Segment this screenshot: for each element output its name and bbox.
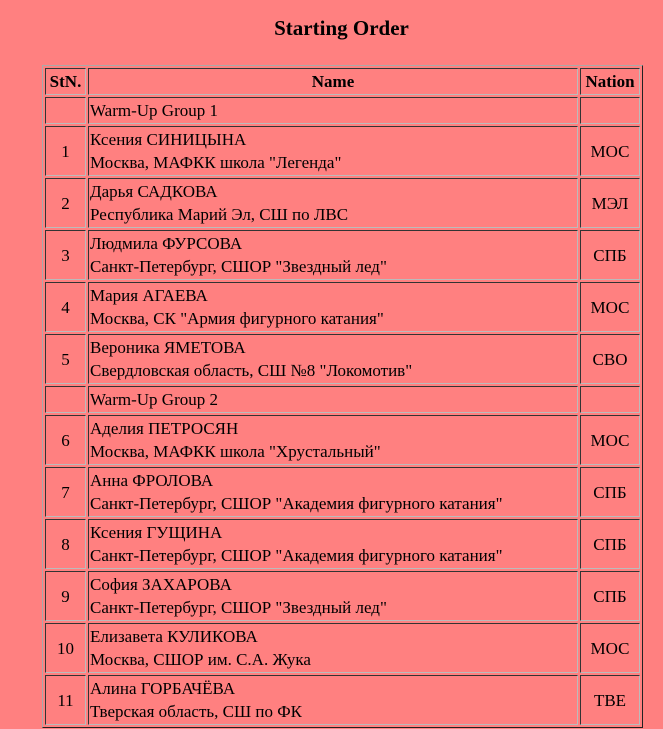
athlete-club: Москва, СК "Армия фигурного катания"	[90, 309, 384, 328]
athlete-nation: СПБ	[580, 230, 640, 280]
table-row	[45, 282, 640, 332]
table-row	[45, 126, 640, 176]
athlete-cell	[88, 467, 578, 517]
table-row	[45, 571, 640, 621]
start-number: 1	[45, 126, 86, 176]
athlete-cell	[88, 334, 578, 384]
athlete-name: Анна ФРОЛОВА	[90, 471, 214, 490]
table-row	[45, 230, 640, 280]
athlete-name: Дарья САДКОВА	[90, 182, 218, 201]
athlete-name: Мария АГАЕВА	[90, 286, 208, 305]
athlete-club: Свердловская область, СШ №8 "Локомотив"	[90, 361, 413, 380]
athlete-name: Ксения ГУЩИНА	[90, 523, 223, 542]
start-number: 2	[45, 178, 86, 228]
group-stn-empty	[45, 386, 86, 413]
athlete-cell	[88, 126, 578, 176]
athlete-cell	[88, 571, 578, 621]
start-number: 5	[45, 334, 86, 384]
athlete-name: Ксения СИНИЦЫНА	[90, 130, 247, 149]
start-number: 3	[45, 230, 86, 280]
athlete-club: Тверская область, СШ по ФК	[90, 702, 303, 721]
warmup-group-label: Warm-Up Group 2	[88, 386, 578, 413]
column-header-nation: Nation	[580, 68, 640, 95]
athlete-cell	[88, 623, 578, 673]
page-title: Starting Order	[274, 16, 409, 40]
table-row	[45, 467, 640, 517]
athlete-club: Москва, МАФКК школа "Хрустальный"	[90, 442, 381, 461]
group-stn-empty	[45, 97, 86, 124]
starting-order-table	[42, 65, 643, 728]
athlete-club: Москва, МАФКК школа "Легенда"	[90, 153, 342, 172]
athlete-cell	[88, 282, 578, 332]
table-row	[45, 623, 640, 673]
athlete-club: Москва, СШОР им. С.А. Жука	[90, 650, 311, 669]
athlete-nation: СПБ	[580, 467, 640, 517]
athlete-nation: МОС	[580, 415, 640, 465]
athlete-name: Елизавета КУЛИКОВА	[90, 627, 258, 646]
athlete-cell	[88, 415, 578, 465]
athlete-nation: МОС	[580, 623, 640, 673]
start-number: 7	[45, 467, 86, 517]
athlete-club: Санкт-Петербург, СШОР "Академия фигурного катания"	[90, 546, 503, 565]
athlete-name: Вероника ЯМЕТОВА	[90, 338, 246, 357]
athlete-name: Аделия ПЕТРОСЯН	[90, 419, 239, 438]
athlete-club: Санкт-Петербург, СШОР "Звездный лед"	[90, 598, 387, 617]
table-row	[45, 519, 640, 569]
athlete-club: Санкт-Петербург, СШОР "Звездный лед"	[90, 257, 387, 276]
start-number: 4	[45, 282, 86, 332]
start-number: 6	[45, 415, 86, 465]
athlete-nation: СПБ	[580, 519, 640, 569]
start-number: 8	[45, 519, 86, 569]
athlete-name: София ЗАХАРОВА	[90, 575, 232, 594]
athlete-cell	[88, 519, 578, 569]
start-number: 11	[45, 675, 86, 725]
athlete-nation: МОС	[580, 126, 640, 176]
athlete-cell	[88, 675, 578, 725]
table-row	[45, 415, 640, 465]
table-row	[45, 334, 640, 384]
column-header-stn: StN.	[45, 68, 86, 95]
athlete-nation: МОС	[580, 282, 640, 332]
warmup-group-label: Warm-Up Group 1	[88, 97, 578, 124]
athlete-cell	[88, 178, 578, 228]
athlete-name: Алина ГОРБАЧЁВА	[90, 679, 236, 698]
athlete-club: Республика Марий Эл, СШ по ЛВС	[90, 205, 349, 224]
table-row	[45, 675, 640, 725]
column-header-name: Name	[88, 68, 578, 95]
group-nation-empty	[580, 386, 640, 413]
warmup-group-row	[45, 386, 640, 413]
athlete-nation: СПБ	[580, 571, 640, 621]
athlete-club: Санкт-Петербург, СШОР "Академия фигурного катания"	[90, 494, 503, 513]
athlete-nation: МЭЛ	[580, 178, 640, 228]
athlete-cell	[88, 230, 578, 280]
start-number: 10	[45, 623, 86, 673]
table-row	[45, 178, 640, 228]
athlete-nation: ТВЕ	[580, 675, 640, 725]
warmup-group-row	[45, 97, 640, 124]
table-header-row	[45, 68, 640, 95]
athlete-name: Людмила ФУРСОВА	[90, 234, 243, 253]
start-number: 9	[45, 571, 86, 621]
athlete-nation: СВО	[580, 334, 640, 384]
group-nation-empty	[580, 97, 640, 124]
